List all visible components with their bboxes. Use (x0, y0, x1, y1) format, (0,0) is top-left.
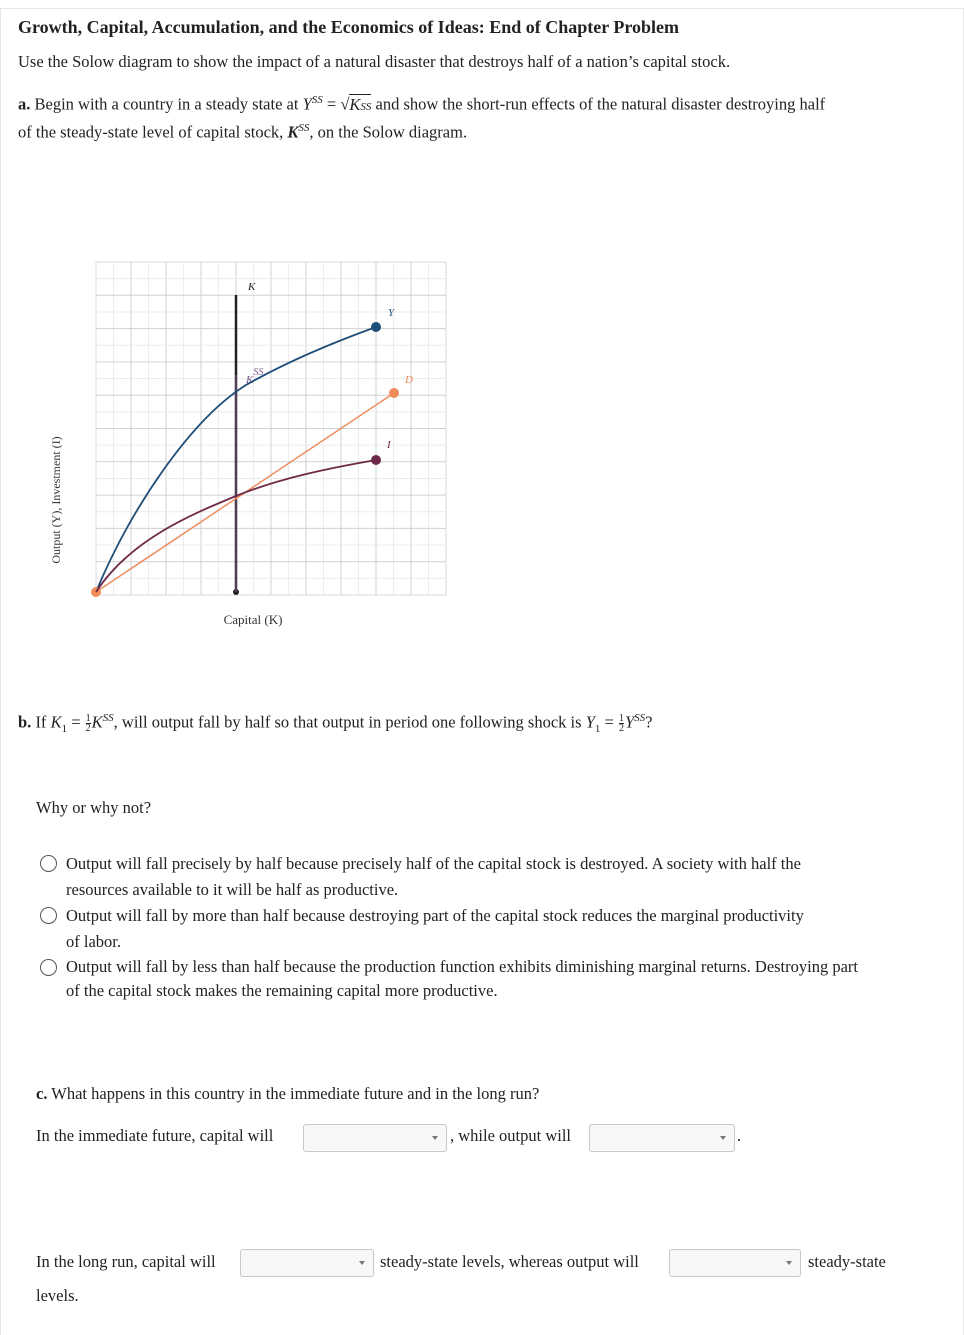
i-curve-label: I (387, 439, 391, 451)
kss-label: KSS (246, 367, 264, 386)
chevron-down-icon (720, 1136, 726, 1140)
page-title: Growth, Capital, Accumulation, and the Economics of Ideas: End of Chapter Problem (18, 17, 680, 37)
solow-diagram[interactable] (40, 250, 480, 640)
option-2[interactable] (40, 903, 940, 955)
long-run-text-3: steady-state (808, 1252, 886, 1271)
immediate-text-2: , while output will (450, 1126, 571, 1145)
long-run-text-4: levels. (36, 1286, 79, 1305)
immediate-text-1: In the immediate future, capital will (36, 1126, 274, 1145)
intro-text: Use the Solow diagram to show the impact of a natural disaster that destroys half of a nation’s capital stock. (18, 52, 731, 71)
radio-option-2[interactable] (40, 907, 57, 924)
immediate-capital-select[interactable] (303, 1124, 447, 1152)
x-axis-label: Capital (K) (223, 612, 283, 627)
d-line-label: D (405, 374, 413, 386)
part-a-question: a. Begin with a country in a steady state at $Y^{SS} = √KSS$ and show the short-run effects of the natural disaster destroying half (18, 94, 826, 114)
option-1[interactable] (40, 851, 940, 903)
chevron-down-icon (432, 1136, 438, 1140)
option-3-text: Output will fall by less than half because the production function exhibits diminishing marginal returns. Destroying part of the capital stock makes the remaining capital more productive. (66, 957, 858, 1000)
long-run-text-1: In the long run, capital will (36, 1252, 216, 1271)
part-a-question-line2: of the steady-state level of capital stock, $K^{SS}$, on the Solow diagram. (18, 122, 468, 142)
chevron-down-icon (359, 1261, 365, 1265)
option-3[interactable] (40, 955, 940, 1003)
part-c-question: c. What happens in this country in the immediate future and in the long run? (36, 1084, 540, 1103)
y-axis-label: Output (Y), Investment (I) (49, 436, 63, 564)
long-run-capital-select[interactable] (240, 1249, 374, 1277)
immediate-text-3: . (737, 1126, 742, 1145)
long-run-text-2: steady-state levels, whereas output will (380, 1252, 639, 1271)
option-1-text: Output will fall precisely by half because precisely half of the capital stock is destroyed. A society with half the resources available to it will be half as productive. (66, 854, 801, 899)
long-run-output-select[interactable] (669, 1249, 801, 1277)
immediate-output-select[interactable] (589, 1124, 735, 1152)
chevron-down-icon (786, 1261, 792, 1265)
why-prompt: Why or why not? (36, 798, 152, 817)
investment-curve-handle[interactable] (371, 455, 381, 465)
y-curve-label: Y (388, 307, 395, 319)
radio-option-3[interactable] (40, 959, 57, 976)
k-label: K (248, 281, 256, 293)
radio-option-1[interactable] (40, 855, 57, 872)
option-2-text: Output will fall by more than half because destroying part of the capital stock reduces the marginal productivity of labor. (66, 906, 804, 951)
part-b-question: b. If $K_1$ = $\frac{1}{2}$ $K^{SS}$, will output fall by half so that output in period one following shock is $Y_1$ = $\frac{1}{2}$ $Y^{SS}$? (18, 712, 653, 735)
depreciation-end-handle[interactable] (389, 388, 399, 398)
output-curve-handle[interactable] (371, 322, 381, 332)
